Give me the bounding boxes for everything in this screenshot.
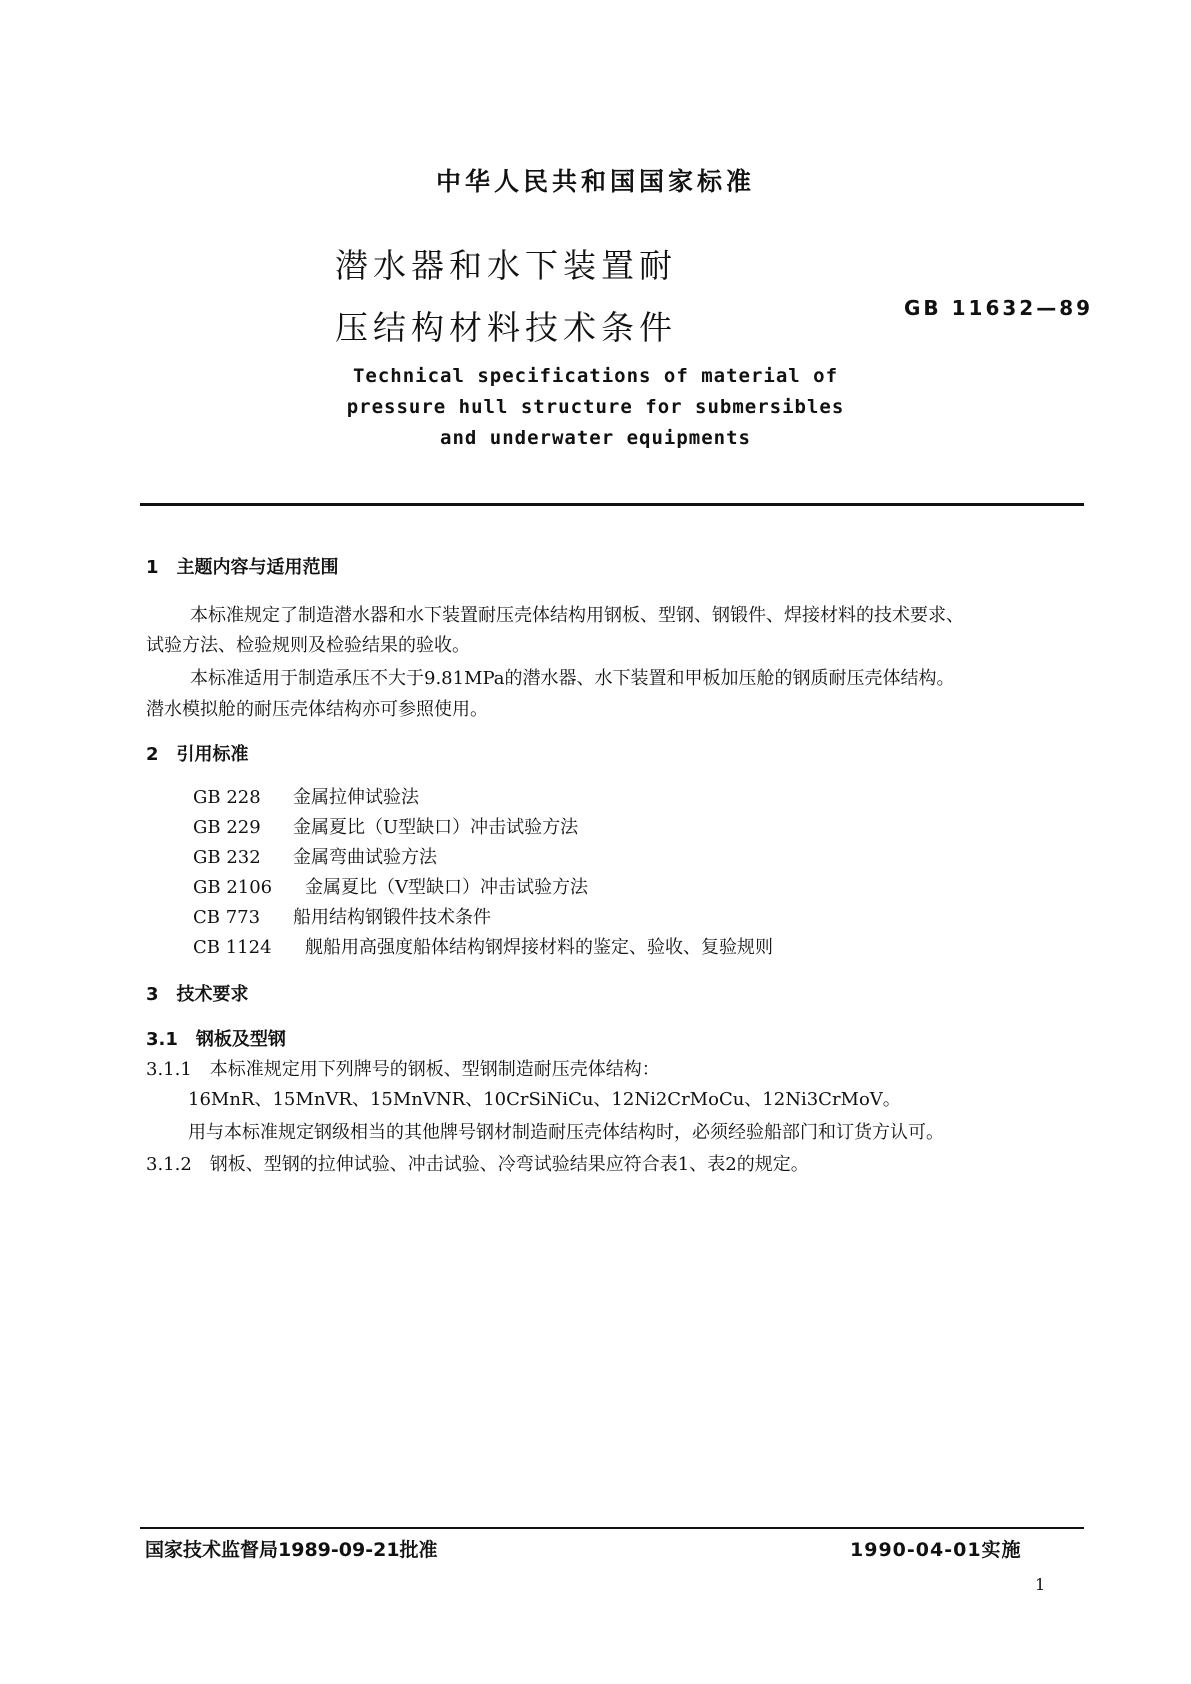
reference-code: CB 773: [193, 907, 261, 928]
section3-1-2-text: 3.1.2 钢板、型钢的拉伸试验、冲击试验、冷弯试验结果应符合表1、表2的规定。: [146, 1154, 809, 1175]
section3-heading: 3 技术要求: [146, 984, 249, 1005]
reference-title: 船用结构钢锻件技术条件: [293, 907, 491, 928]
reference-item: [193, 783, 419, 809]
implementation-date: 1990-04-01实施: [850, 1539, 1022, 1561]
reference-code: CB 1124: [193, 937, 272, 958]
document-title-line1: 潜水器和水下装置耐: [335, 246, 677, 285]
reference-code: GB 229: [193, 817, 261, 838]
section1-para1-line1: 本标准规定了制造潜水器和水下装置耐压壳体结构用钢板、型钢、钢锻件、焊接材料的技术要求、: [190, 605, 964, 626]
reference-title: 舰船用高强度船体结构钢焊接材料的鉴定、验收、复验规则: [305, 937, 773, 958]
reference-title: 金属夏比（U型缺口）冲击试验方法: [293, 817, 579, 838]
english-title-line2: pressure hull structure for submersibles: [346, 396, 845, 418]
footer-divider: [140, 1527, 1084, 1529]
reference-item: [193, 873, 588, 899]
english-title-line3: and underwater equipments: [440, 427, 751, 449]
document-title-line2: 压结构材料技术条件: [335, 308, 677, 347]
standard-number: GB 11632—89: [904, 296, 1094, 320]
section1-heading: 1 主题内容与适用范围: [146, 557, 339, 578]
page-number: 1: [1035, 1575, 1046, 1594]
steel-grades-list: 16MnR、15MnVR、15MnVNR、10CrSiNiCu、12Ni2CrMoCu、12Ni3CrMoV。: [188, 1089, 901, 1110]
reference-item: [193, 843, 437, 869]
reference-code: GB 228: [193, 787, 261, 808]
reference-item: [193, 903, 491, 929]
reference-code: GB 232: [193, 847, 261, 868]
english-title-line1: Technical specifications of material of: [352, 365, 839, 387]
section3-1-1-note: 用与本标准规定钢级相当的其他牌号钢材制造耐压壳体结构时，必须经验船部门和订货方认可。: [188, 1122, 944, 1143]
reference-title: 金属夏比（V型缺口）冲击试验方法: [305, 877, 588, 898]
reference-item: [193, 813, 578, 839]
section2-heading: 2 引用标准: [146, 744, 249, 765]
national-standard-heading: 中华人民共和国国家标准: [435, 167, 755, 196]
reference-title: 金属弯曲试验方法: [293, 847, 437, 868]
approval-date: 国家技术监督局1989-09-21批准: [145, 1539, 438, 1561]
header-divider: [140, 503, 1084, 506]
reference-item: [193, 933, 773, 959]
reference-title: 金属拉伸试验法: [293, 787, 419, 808]
section1-para1-line2: 试验方法、检验规则及检验结果的验收。: [146, 635, 470, 656]
section3-1-1-text: 3.1.1 本标准规定用下列牌号的钢板、型钢制造耐压壳体结构：: [146, 1059, 660, 1080]
section1-para2-line1: 本标准适用于制造承压不大于9.81MPa的潜水器、水下装置和甲板加压舱的钢质耐压壳体结构。: [190, 668, 955, 689]
section1-para2-line2: 潜水模拟舱的耐压壳体结构亦可参照使用。: [146, 699, 488, 720]
section3-1-heading: 3.1 钢板及型钢: [146, 1029, 286, 1050]
reference-code: GB 2106: [193, 877, 273, 898]
